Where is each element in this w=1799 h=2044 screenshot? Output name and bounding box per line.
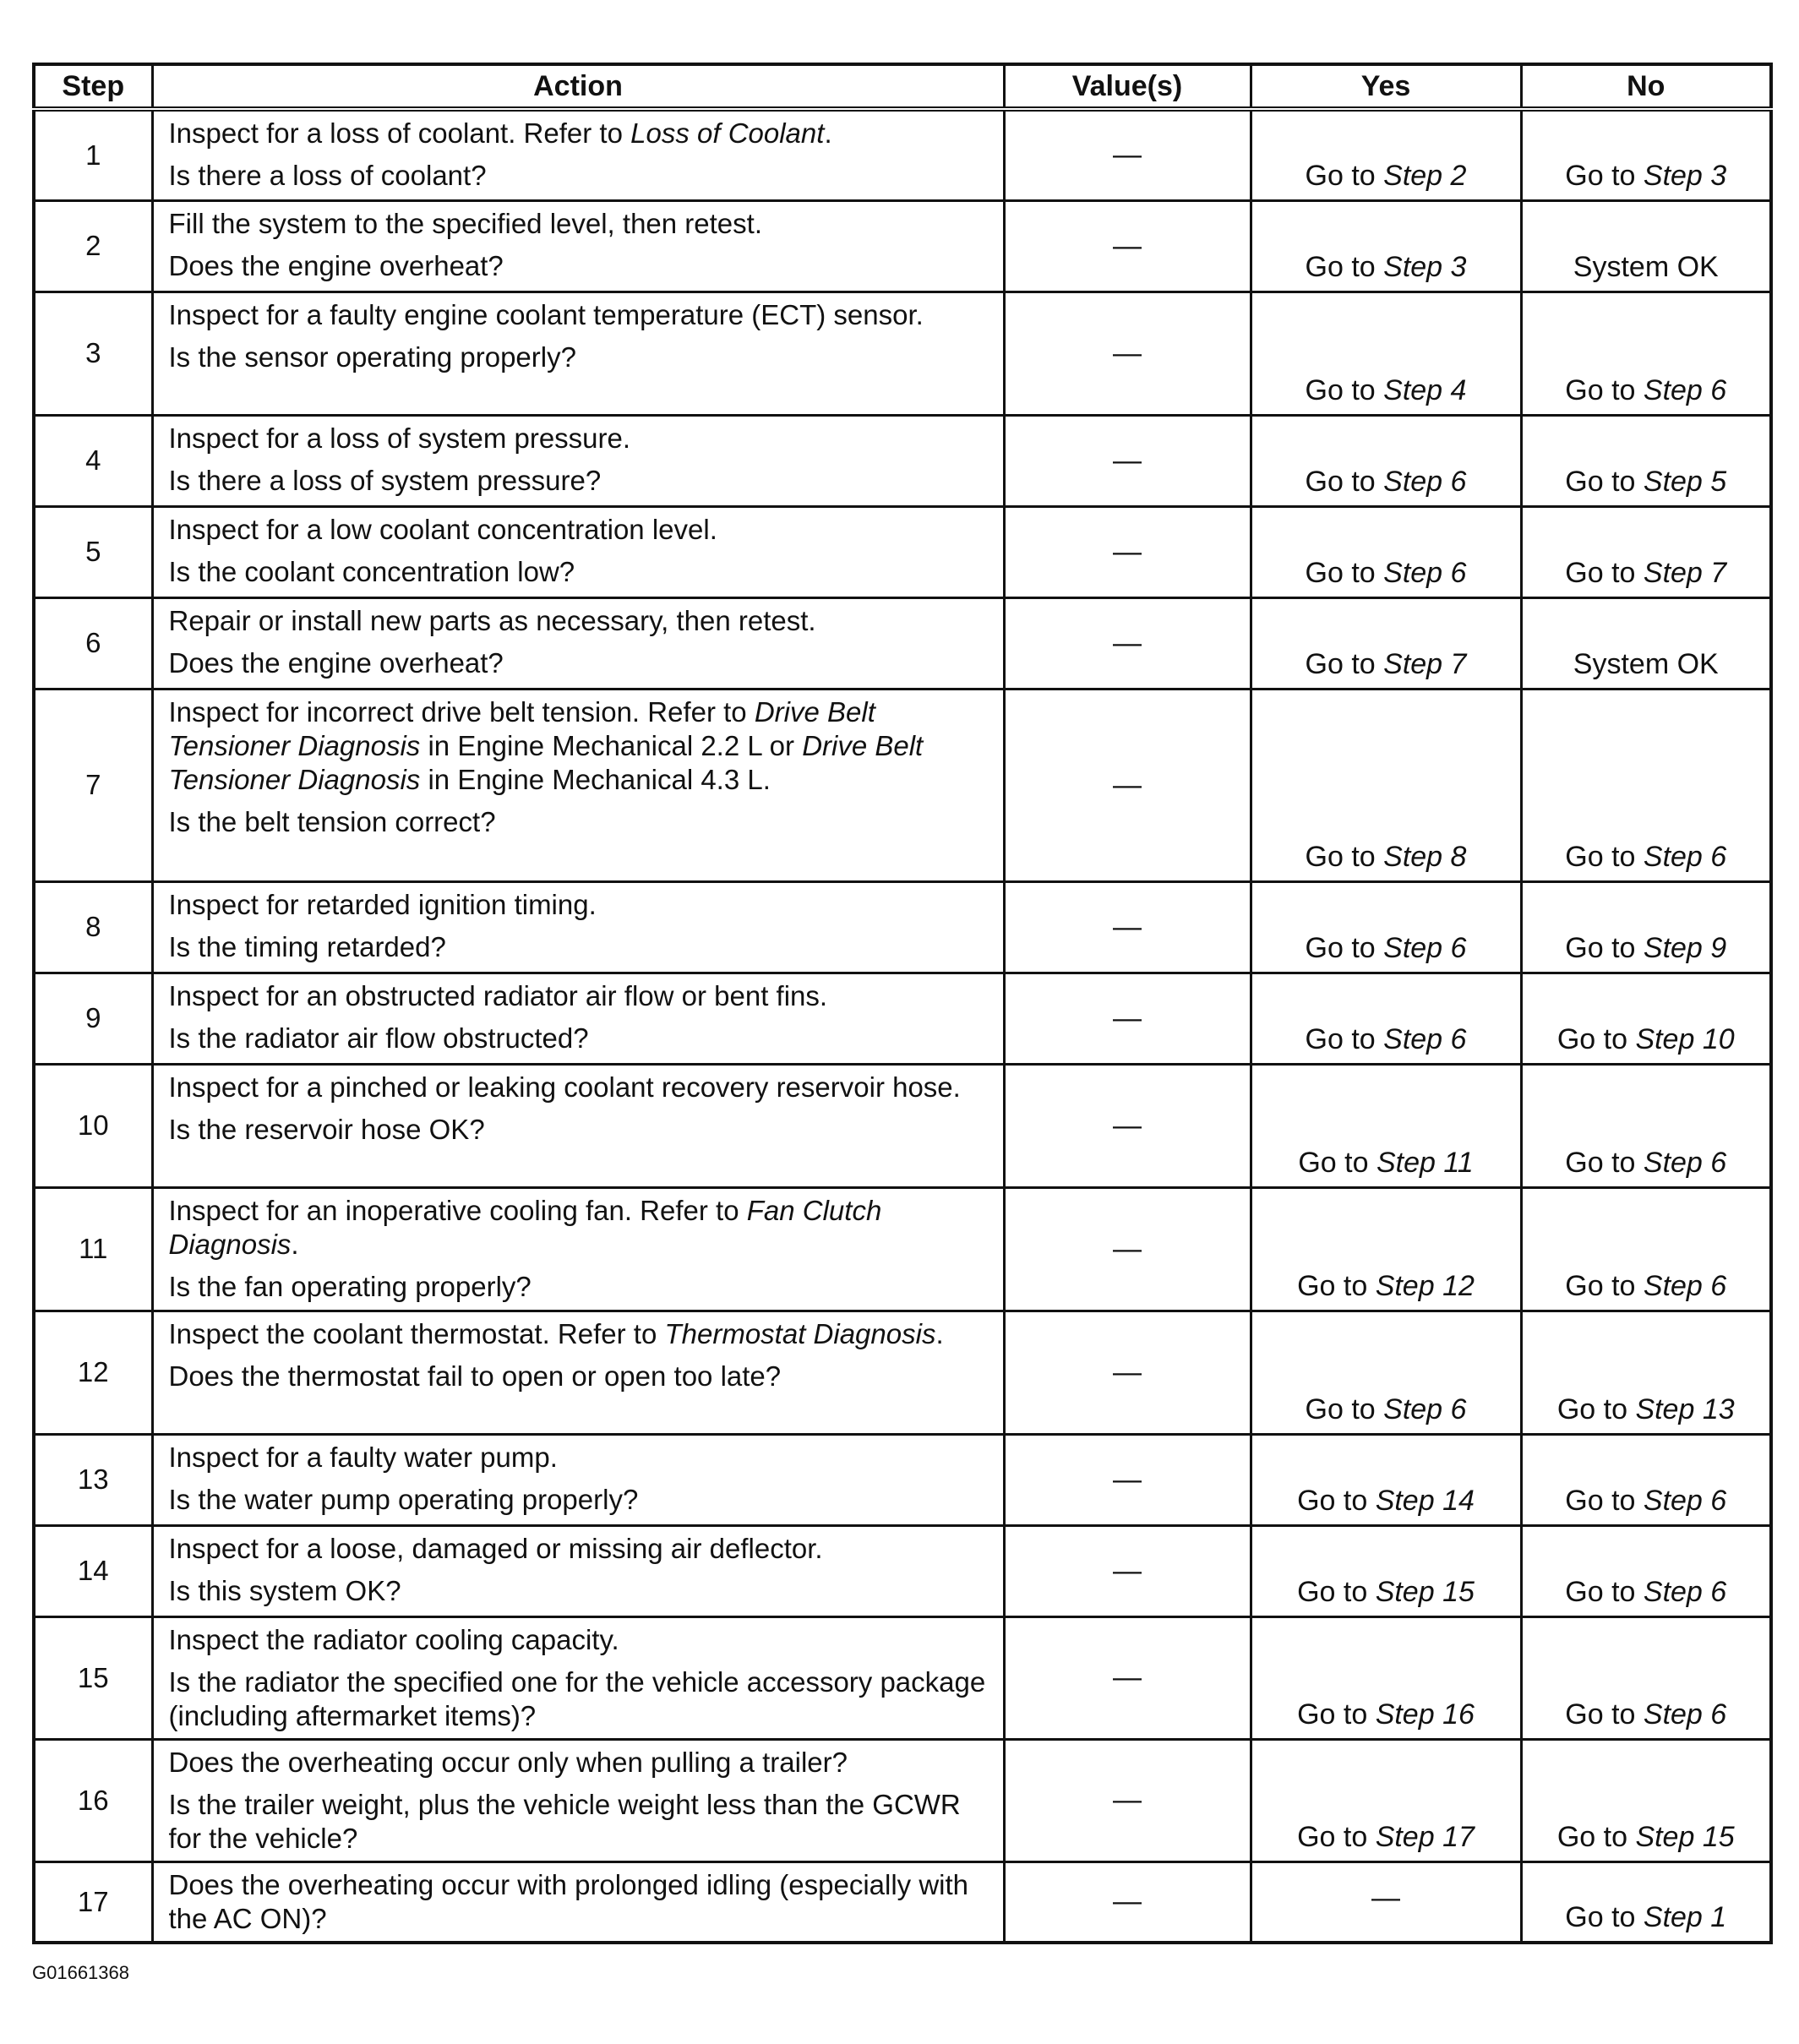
diagnostic-table-container [32,63,1769,1944]
yes-result-text: Go to [1305,1393,1384,1425]
no-result-text: System OK [1573,250,1719,283]
yes-step-link[interactable]: Step 15 [1375,1575,1475,1608]
action-question: Is the sensor operating properly? [168,341,576,373]
action-text [169,1532,993,1566]
value-cell [1004,1525,1251,1616]
header-action: Action [152,64,1004,109]
no-result [1521,1311,1771,1434]
no-result-text: Go to [1565,840,1644,873]
action-cell [152,415,1004,506]
yes-result-text: Go to [1298,1146,1377,1179]
action-text [169,888,993,922]
action-question: Is the water pump operating properly? [168,1483,639,1515]
no-result [1521,200,1771,292]
table-row [34,1616,1771,1739]
yes-step-link[interactable]: Step 2 [1383,159,1467,192]
table-row [34,597,1771,689]
step-number: 6 [34,597,152,689]
action-segment: Inspect for a faulty engine coolant temperature (ECT) sensor. [168,298,924,330]
no-result [1521,1861,1771,1943]
no-step-link[interactable]: Step 10 [1635,1022,1735,1055]
no-step-link[interactable]: Step 13 [1635,1393,1735,1425]
action-segment: Inspect for a faulty water pump. [168,1441,558,1473]
reference-title: Drive Belt Tensioner Diagnosis [168,695,875,761]
step-number: 15 [34,1616,152,1739]
action-cell [152,973,1004,1064]
yes-step-link[interactable]: Step 6 [1383,931,1467,964]
no-result [1521,1064,1771,1187]
value-cell [1004,973,1251,1064]
step-number: 13 [34,1434,152,1525]
value-cell [1004,1616,1251,1739]
no-result-text: Go to [1565,931,1644,964]
no-result [1521,689,1771,881]
no-result-text: Go to [1565,1575,1644,1608]
value-cell [1004,200,1251,292]
table-row [34,1861,1771,1943]
yes-result [1251,597,1521,689]
yes-result [1251,1311,1521,1434]
yes-result-text: Go to [1305,840,1384,873]
no-result [1521,506,1771,597]
step-number: 1 [34,109,152,200]
yes-result-text: Go to [1297,1575,1376,1608]
yes-step-link[interactable]: Step 6 [1383,1393,1467,1425]
value-text: — [1113,1661,1142,1693]
action-text [169,1317,993,1351]
action-segment: in Engine Mechanical 4.3 L. [420,763,771,795]
no-result [1521,109,1771,200]
no-step-link[interactable]: Step 1 [1643,1900,1727,1933]
yes-result-text: Go to [1305,465,1384,498]
yes-result-text: — [1371,1882,1400,1914]
table-row [34,881,1771,973]
action-cell [152,1187,1004,1311]
yes-result-text: Go to [1305,373,1384,406]
value-text: — [1113,768,1142,801]
table-row [34,1064,1771,1187]
yes-step-link[interactable]: Step 8 [1383,840,1467,873]
yes-result-text: Go to [1297,1698,1376,1731]
yes-result [1251,1616,1521,1739]
action-cell [152,597,1004,689]
yes-result [1251,1739,1521,1861]
yes-result [1251,973,1521,1064]
no-result [1521,1434,1771,1525]
reference-title: Loss of Coolant [630,117,825,149]
yes-result [1251,1187,1521,1311]
action-text [169,1441,993,1474]
yes-result [1251,292,1521,415]
action-question: Is there a loss of coolant? [168,160,487,191]
no-result-text: Go to [1556,1022,1636,1055]
action-question: Is the radiator the specified one for the vehicle accessory package (including aftermarket items)? [168,1665,986,1731]
yes-result-text: Go to [1305,931,1384,964]
yes-result-text: Go to [1297,1269,1376,1302]
value-text: — [1113,1463,1142,1496]
header-step: Step [34,64,152,109]
no-step-link[interactable]: Step 6 [1643,1698,1727,1731]
no-result-text: Go to [1565,159,1644,192]
yes-result [1251,881,1521,973]
step-number: 17 [34,1861,152,1943]
action-segment: Inspect the coolant thermostat. Refer to [168,1317,665,1349]
no-result [1521,1739,1771,1861]
no-result-text: Go to [1556,1393,1636,1425]
table-row [34,415,1771,506]
table-header-row [34,64,1771,109]
no-step-link[interactable]: Step 9 [1643,931,1727,964]
action-text [169,1746,993,1780]
value-cell [1004,1739,1251,1861]
reference-title: Thermostat Diagnosis [664,1317,936,1349]
no-result-text: Go to [1565,1698,1644,1731]
action-cell [152,1616,1004,1739]
yes-step-link[interactable]: Step 16 [1375,1698,1475,1731]
yes-result-text: Go to [1305,1022,1384,1055]
step-number: 5 [34,506,152,597]
table-row [34,200,1771,292]
action-segment: Inspect for a loss of coolant. Refer to [168,117,631,149]
yes-result [1251,1525,1521,1616]
no-result [1521,597,1771,689]
value-cell [1004,881,1251,973]
yes-step-link[interactable]: Step 14 [1375,1484,1475,1517]
action-text [169,979,993,1013]
yes-step-link[interactable]: Step 12 [1375,1269,1475,1302]
reference-title: Drive Belt Tensioner Diagnosis [168,729,924,795]
yes-result-text: Go to [1297,1820,1376,1853]
action-text [169,298,993,332]
action-question: Is the fan operating properly? [168,1270,532,1302]
value-cell [1004,1187,1251,1311]
yes-step-link[interactable]: Step 3 [1383,250,1467,283]
action-cell [152,1739,1004,1861]
action-cell [152,292,1004,415]
action-segment: Does the overheating occur with prolonged idling (especially with the AC ON)? [168,1868,969,1934]
value-cell [1004,1311,1251,1434]
yes-result [1251,109,1521,200]
reference-title: Fan Clutch Diagnosis [168,1194,882,1260]
action-text [169,1194,993,1262]
action-segment: Inspect the radiator cooling capacity. [168,1623,619,1655]
action-question: Does the engine overheat? [168,646,504,679]
header-no: No [1521,64,1771,109]
action-cell [152,1525,1004,1616]
action-question: Does the thermostat fail to open or open too late? [168,1360,782,1392]
no-result [1521,1616,1771,1739]
yes-result-text: Go to [1297,1484,1376,1517]
value-text: — [1113,1554,1142,1587]
action-text [169,117,993,150]
value-text: — [1113,535,1142,568]
action-cell [152,881,1004,973]
value-text: — [1113,336,1142,369]
action-cell [152,689,1004,881]
value-text: — [1113,1885,1142,1917]
no-step-link[interactable]: Step 6 [1643,1575,1727,1608]
value-cell [1004,506,1251,597]
step-number: 11 [34,1187,152,1311]
no-step-link[interactable]: Step 6 [1643,373,1727,406]
step-number: 12 [34,1311,152,1434]
step-number: 14 [34,1525,152,1616]
action-cell [152,1861,1004,1943]
action-segment: . [291,1228,299,1260]
action-text [169,695,993,797]
action-text [169,207,993,241]
table-row [34,506,1771,597]
diagnostic-table [32,63,1773,1944]
no-result [1521,973,1771,1064]
no-step-link[interactable]: Step 7 [1643,556,1727,589]
action-cell [152,1434,1004,1525]
table-row [34,1739,1771,1861]
action-question: Is the timing retarded? [168,930,446,962]
yes-result [1251,1434,1521,1525]
table-row [34,1434,1771,1525]
no-result [1521,415,1771,506]
no-result-text: Go to [1565,1269,1644,1302]
value-cell [1004,415,1251,506]
action-segment: Fill the system to the specified level, then retest. [168,207,762,239]
action-question: Does the engine overheat? [168,249,504,281]
no-result-text: Go to [1565,1146,1644,1179]
action-text [169,422,993,455]
action-question: Is the coolant concentration low? [168,555,575,587]
yes-step-link[interactable]: Step 11 [1376,1146,1474,1179]
no-step-link[interactable]: Step 5 [1643,465,1727,498]
table-row [34,1311,1771,1434]
step-number: 3 [34,292,152,415]
table-row [34,973,1771,1064]
step-number: 2 [34,200,152,292]
action-question: Is the trailer weight, plus the vehicle weight less than the GCWR for the vehicle? [168,1788,961,1854]
action-segment: Inspect for an inoperative cooling fan. Refer to [168,1194,747,1226]
action-cell [152,1064,1004,1187]
yes-step-link[interactable]: Step 4 [1383,373,1467,406]
action-segment: . [824,117,832,149]
value-text: — [1113,229,1142,262]
table-row [34,1187,1771,1311]
yes-result-text: Go to [1305,250,1384,283]
value-cell [1004,292,1251,415]
table-row [34,292,1771,415]
table-row [34,1525,1771,1616]
value-text: — [1113,444,1142,477]
action-cell [152,506,1004,597]
no-step-link[interactable]: Step 15 [1635,1820,1735,1853]
no-result-text: Go to [1556,1820,1636,1853]
value-text: — [1113,910,1142,943]
value-text: — [1113,1232,1142,1265]
yes-result [1251,415,1521,506]
action-text [169,513,993,547]
value-cell [1004,689,1251,881]
step-number: 10 [34,1064,152,1187]
yes-result-text: Go to [1305,556,1384,589]
value-text: — [1113,1355,1142,1388]
action-segment: Does the overheating occur only when pulling a trailer? [168,1746,848,1778]
no-result [1521,292,1771,415]
action-segment: Inspect for a loose, damaged or missing air deflector. [168,1532,823,1564]
figure-id: G01661368 [32,1962,129,1983]
header-values: Value(s) [1004,64,1251,109]
no-step-link[interactable]: Step 6 [1643,1484,1727,1517]
yes-step-link[interactable]: Step 17 [1375,1820,1475,1853]
step-number: 4 [34,415,152,506]
yes-result [1251,200,1521,292]
action-question: Is the belt tension correct? [168,805,496,837]
yes-step-link[interactable]: Step 6 [1383,556,1467,589]
action-text [169,1623,993,1657]
no-step-link[interactable]: Step 6 [1643,840,1727,873]
step-number: 16 [34,1739,152,1861]
action-segment: Repair or install new parts as necessary, then retest. [168,604,816,636]
action-segment: Inspect for retarded ignition timing. [168,888,597,920]
value-text: — [1113,139,1142,172]
no-step-link[interactable]: Step 3 [1643,159,1727,192]
no-step-link[interactable]: Step 6 [1643,1269,1727,1302]
action-segment: Inspect for incorrect drive belt tension. Refer to [168,695,755,728]
value-cell [1004,109,1251,200]
action-text [169,604,993,638]
no-result [1521,881,1771,973]
step-number: 9 [34,973,152,1064]
action-cell [152,109,1004,200]
header-yes: Yes [1251,64,1521,109]
no-result [1521,1525,1771,1616]
no-step-link[interactable]: Step 6 [1643,1146,1727,1179]
yes-result [1251,506,1521,597]
no-result-text: System OK [1573,647,1719,680]
action-question: Is the reservoir hose OK? [168,1113,485,1145]
no-result-text: Go to [1565,556,1644,589]
action-cell [152,200,1004,292]
yes-result [1251,1861,1521,1943]
table-body [34,109,1771,1943]
value-text: — [1113,1001,1142,1034]
yes-result-text: Go to [1305,159,1384,192]
action-cell [152,1311,1004,1434]
action-segment: Inspect for a loss of system pressure. [168,422,631,454]
action-segment: in Engine Mechanical 2.2 L or [420,729,803,761]
action-segment: Inspect for a low coolant concentration level. [168,513,717,545]
action-question: Is there a loss of system pressure? [168,464,602,496]
action-segment: Inspect for a pinched or leaking coolant recovery reservoir hose. [168,1071,961,1103]
action-question: Is the radiator air flow obstructed? [168,1022,589,1054]
value-cell [1004,1064,1251,1187]
value-text: — [1113,626,1142,659]
no-result-text: Go to [1565,465,1644,498]
yes-step-link[interactable]: Step 7 [1383,647,1467,680]
yes-result [1251,689,1521,881]
yes-step-link[interactable]: Step 6 [1383,1022,1467,1055]
action-question: Is this system OK? [168,1574,401,1606]
yes-step-link[interactable]: Step 6 [1383,465,1467,498]
table-row [34,689,1771,881]
no-result-text: Go to [1565,1900,1644,1933]
action-segment: Inspect for an obstructed radiator air flow or bent fins. [168,979,828,1011]
table-row [34,109,1771,200]
action-text [169,1071,993,1104]
yes-result [1251,1064,1521,1187]
yes-result-text: Go to [1305,647,1384,680]
no-result-text: Go to [1565,1484,1644,1517]
value-cell [1004,1861,1251,1943]
no-result-text: Go to [1565,373,1644,406]
step-number: 8 [34,881,152,973]
step-number: 7 [34,689,152,881]
value-text: — [1113,1109,1142,1142]
value-cell [1004,597,1251,689]
no-result [1521,1187,1771,1311]
value-text: — [1113,1784,1142,1816]
action-segment: . [935,1317,944,1349]
action-text [169,1868,993,1936]
value-cell [1004,1434,1251,1525]
